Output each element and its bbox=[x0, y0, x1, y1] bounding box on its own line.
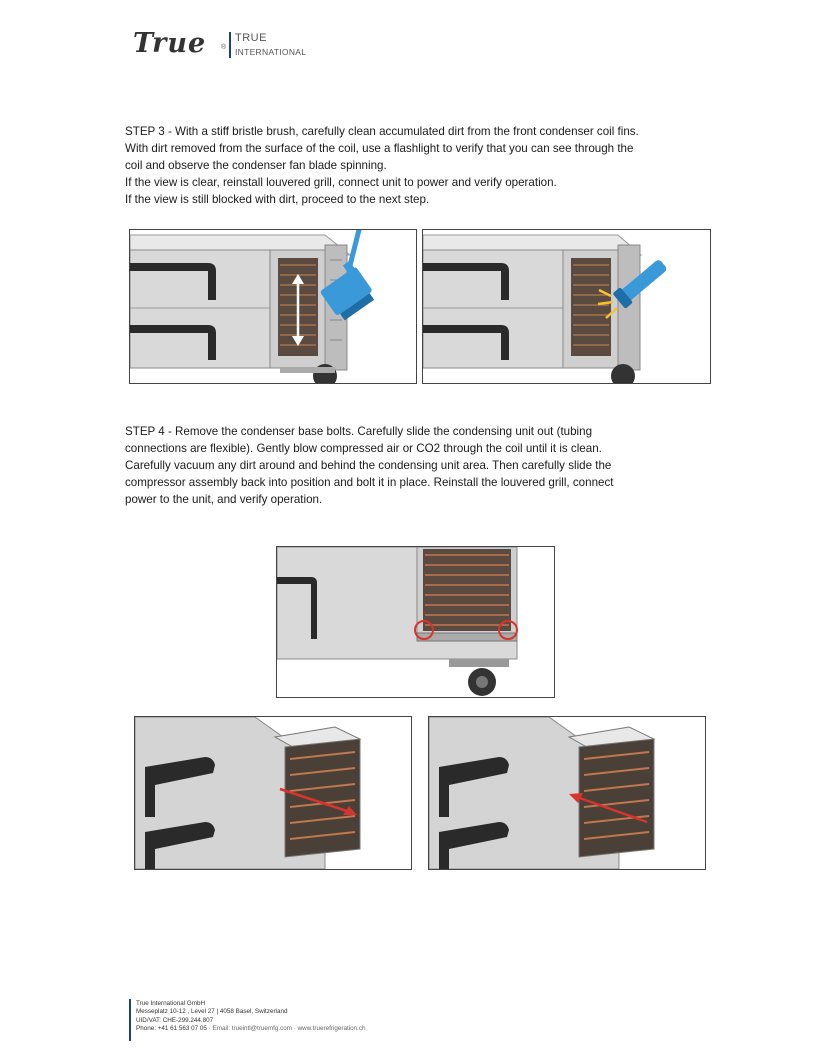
footer-address-block bbox=[136, 1000, 366, 1034]
step3-brush-figure bbox=[129, 229, 417, 384]
step3-paragraph bbox=[125, 123, 715, 208]
step4-slide-back-figure-b bbox=[428, 716, 706, 870]
step3-line: If the view is clear, reinstall louvered grill, connect unit to power and verify operation. bbox=[125, 176, 557, 189]
step4-line: power to the unit, and verify operation. bbox=[125, 493, 323, 506]
step4-base-bolts-figure bbox=[276, 546, 555, 698]
step3-line: STEP 3 - With a stiff bristle brush, carefully clean accumulated dirt from the front condenser coil fins. bbox=[125, 125, 639, 138]
registered-mark: ® bbox=[221, 44, 227, 51]
step3-line: With dirt removed from the surface of the coil, use a flashlight to verify that you can see through the bbox=[125, 142, 634, 155]
step3-flashlight-figure bbox=[422, 229, 711, 384]
true-logo-script: True bbox=[133, 28, 207, 59]
step4-line: Carefully vacuum any dirt around and behind the condensing unit area. Then carefully slide the bbox=[125, 459, 612, 472]
footer-divider bbox=[129, 999, 131, 1041]
step4-slide-out-figure-a bbox=[134, 716, 412, 870]
step4-line: connections are flexible). Gently blow compressed air or CO2 through the coil until it is clean. bbox=[125, 442, 602, 455]
footer-contact-line bbox=[136, 1025, 366, 1033]
footer-company: True International GmbH bbox=[136, 1000, 206, 1007]
step3-line: If the view is still blocked with dirt, proceed to the next step. bbox=[125, 193, 430, 206]
step3-line: coil and observe the condenser fan blade spinning. bbox=[125, 159, 387, 172]
step4-paragraph bbox=[125, 423, 715, 508]
footer-vat: UID/VAT: CHE-299.244.807 bbox=[136, 1016, 214, 1024]
step4-line: compressor assembly back into position and bolt it in place. Reinstall the louvered grill, connect bbox=[125, 476, 614, 489]
logo-divider bbox=[229, 32, 231, 58]
footer-email-web: Email: trueintl@truemfg.com · www.truerefrigeration.ch bbox=[210, 1025, 366, 1033]
logo-international-text: INTERNATIONAL bbox=[235, 47, 307, 57]
step4-line: STEP 4 - Remove the condenser base bolts. Carefully slide the condensing unit out (tubing bbox=[125, 425, 593, 438]
footer-address: Messeplatz 10-12 , Level 27 | 4058 Basel, Switzerland bbox=[136, 1008, 288, 1016]
footer-phone: Phone: +41 61 563 07 05 · bbox=[136, 1025, 211, 1033]
logo-true-text: TRUE bbox=[235, 32, 267, 44]
